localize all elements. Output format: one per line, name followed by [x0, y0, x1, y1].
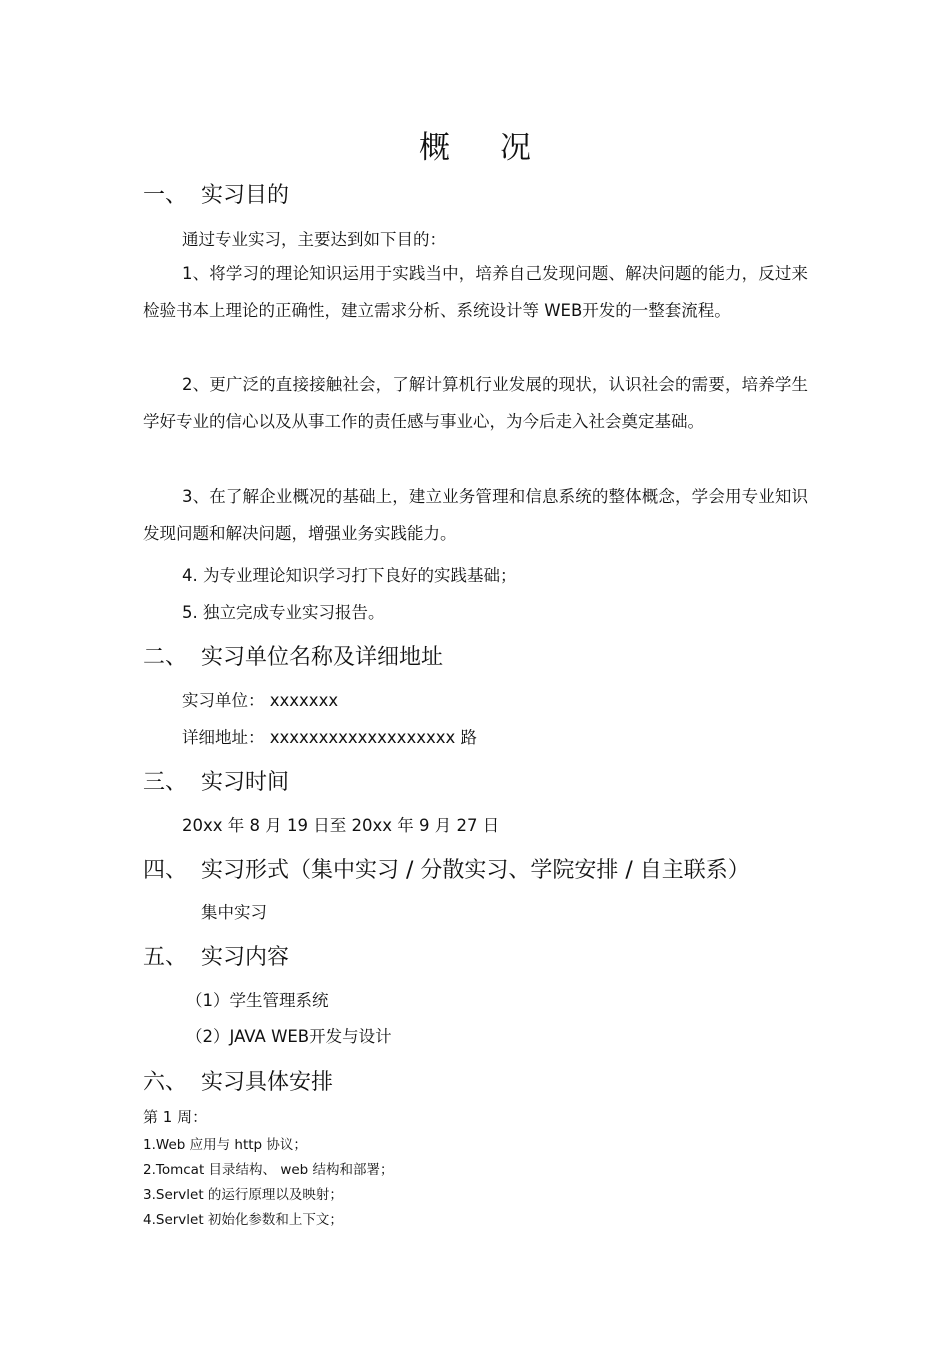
section-title: 实习内容 [201, 945, 290, 970]
purpose-item-3: 3、在了解企业概况的基础上，建立业务管理和信息系统的整体概念，学会用专业知识发现问题和解决问题，增强业务实践能力。 [143, 487, 808, 543]
unit-address: 详细地址： xxxxxxxxxxxxxxxxxxx 路 [182, 728, 478, 747]
purpose-item-5: 5. 独立完成专业实习报告。 [182, 603, 385, 622]
section-number: 一、 [143, 183, 188, 208]
purpose-intro: 通过专业实习，主要达到如下目的： [182, 230, 446, 249]
section-heading-purpose [143, 178, 289, 209]
schedule-item-3: 3.Servlet 的运行原理以及映射； [143, 1187, 343, 1203]
section-heading-time [143, 765, 289, 796]
section-number: 二、 [143, 645, 188, 670]
schedule-week-label: 第 1 周： [143, 1108, 208, 1126]
page-title: 概况 [419, 130, 581, 166]
section-heading-schedule [143, 1065, 333, 1096]
section-number: 五、 [143, 945, 188, 970]
schedule-item-4: 4.Servlet 初始化参数和上下文； [143, 1212, 343, 1228]
section-number: 六、 [143, 1070, 188, 1095]
section-title: 实习具体安排 [201, 1070, 334, 1095]
section-title: 实习目的 [201, 183, 290, 208]
section-title: 实习单位名称及详细地址 [201, 645, 444, 670]
section-number: 三、 [143, 770, 188, 795]
internship-form: 集中实习 [201, 903, 267, 922]
purpose-item-2: 2、更广泛的直接接触社会，了解计算机行业发展的现状，认识社会的需要，培养学生学好专业的信心以及从事工作的责任感与事业心，为今后走入社会奠定基础。 [143, 375, 808, 431]
content-item-1: （1）学生管理系统 [186, 991, 329, 1010]
content-item-2: （2）JAVA WEB开发与设计 [186, 1027, 392, 1046]
internship-time: 20xx 年 8 月 19 日至 20xx 年 9 月 27 日 [182, 816, 500, 835]
purpose-item-4: 4. 为专业理论知识学习打下良好的实践基础； [182, 566, 517, 585]
section-number: 四、 [143, 858, 188, 883]
section-title: 实习形式（集中实习 / 分散实习、学院安排 / 自主联系） [201, 858, 750, 883]
unit-name: 实习单位： xxxxxxx [182, 691, 339, 710]
section-heading-form [143, 853, 750, 884]
section-heading-unit [143, 640, 443, 671]
section-title: 实习时间 [201, 770, 290, 795]
section-heading-content [143, 940, 289, 971]
purpose-item-1: 1、将学习的理论知识运用于实践当中，培养自己发现问题、解决问题的能力，反过来检验书本上理论的正确性，建立需求分析、系统设计等 WEB开发的一整套流程。 [143, 264, 808, 320]
schedule-item-1: 1.Web 应用与 http 协议； [143, 1137, 307, 1153]
schedule-item-2: 2.Tomcat 目录结构、 web 结构和部署； [143, 1162, 394, 1178]
